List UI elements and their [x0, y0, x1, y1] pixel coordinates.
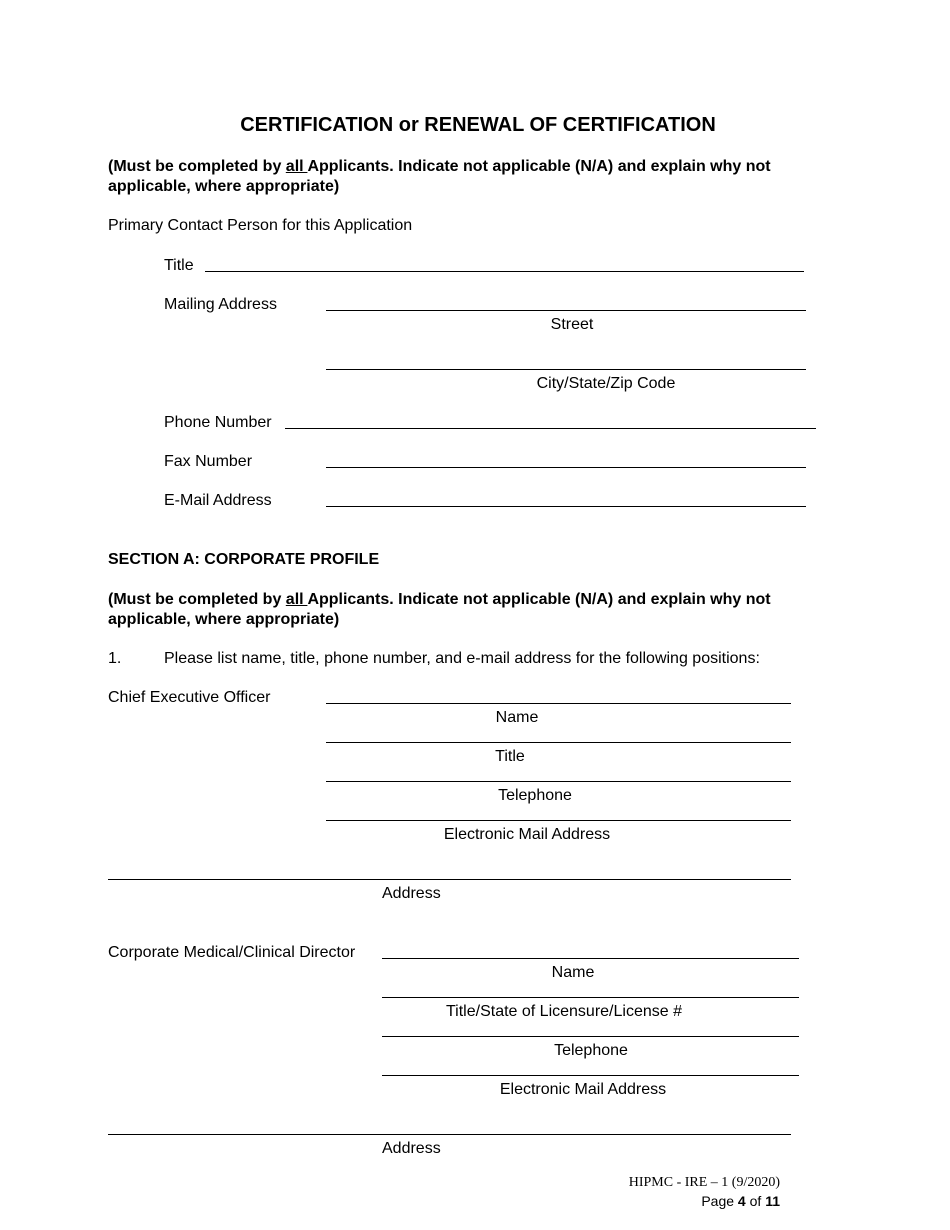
md-name-field[interactable]	[382, 958, 799, 959]
page-title: CERTIFICATION or RENEWAL OF CERTIFICATION	[240, 114, 716, 136]
primary-contact-heading: Primary Contact Person for this Application	[108, 217, 413, 234]
email-address-field[interactable]	[326, 506, 806, 507]
ceo-label: Chief Executive Officer	[108, 689, 271, 706]
fax-number-field[interactable]	[326, 467, 806, 468]
mailing-address-label: Mailing Address	[164, 296, 277, 313]
city-state-zip-caption: City/State/Zip Code	[536, 375, 676, 392]
md-address-field[interactable]	[108, 1134, 791, 1135]
medical-director-label: Corporate Medical/Clinical Director	[108, 944, 356, 961]
md-address-caption: Address	[382, 1140, 441, 1157]
ceo-title-caption: Title	[495, 748, 525, 765]
phone-number-field[interactable]	[285, 428, 816, 429]
md-title-caption: Title/State of Licensure/License #	[446, 1003, 682, 1020]
ceo-email-field[interactable]	[326, 820, 791, 821]
title-label: Title	[164, 257, 194, 274]
phone-number-label: Phone Number	[164, 414, 272, 431]
section-a-instruction: (Must be completed by all Applicants. Indicate not applicable (N/A) and explain why not applicable, where appropriate)	[108, 591, 771, 628]
section-a-heading: SECTION A: CORPORATE PROFILE	[108, 551, 380, 568]
md-telephone-field[interactable]	[382, 1036, 799, 1037]
form-code: HIPMC - IRE – 1 (9/2020)	[628, 1175, 780, 1190]
street-caption: Street	[550, 316, 594, 333]
ceo-name-field[interactable]	[326, 703, 791, 704]
ceo-telephone-caption: Telephone	[498, 787, 572, 804]
ceo-title-field[interactable]	[326, 742, 791, 743]
ceo-email-caption: Electronic Mail Address	[443, 826, 611, 843]
md-email-field[interactable]	[382, 1075, 799, 1076]
md-title-field[interactable]	[382, 997, 799, 998]
ceo-address-field[interactable]	[108, 879, 791, 880]
item-number: 1.	[108, 650, 122, 667]
page-number: Page 4 of 11	[701, 1193, 780, 1209]
street-field[interactable]	[326, 310, 806, 311]
md-name-caption: Name	[551, 964, 595, 981]
ceo-address-caption: Address	[382, 885, 441, 902]
md-telephone-caption: Telephone	[554, 1042, 628, 1059]
title-field[interactable]	[205, 271, 804, 272]
ceo-name-caption: Name	[495, 709, 539, 726]
fax-number-label: Fax Number	[164, 453, 253, 470]
ceo-telephone-field[interactable]	[326, 781, 791, 782]
email-address-label: E-Mail Address	[164, 492, 272, 509]
instruction-block: (Must be completed by all Applicants. Indicate not applicable (N/A) and explain why not applicable, where appropriate)	[108, 158, 771, 195]
city-state-zip-field[interactable]	[326, 369, 806, 370]
md-email-caption: Electronic Mail Address	[499, 1081, 667, 1098]
item-text: Please list name, title, phone number, and e-mail address for the following positions:	[164, 650, 760, 667]
